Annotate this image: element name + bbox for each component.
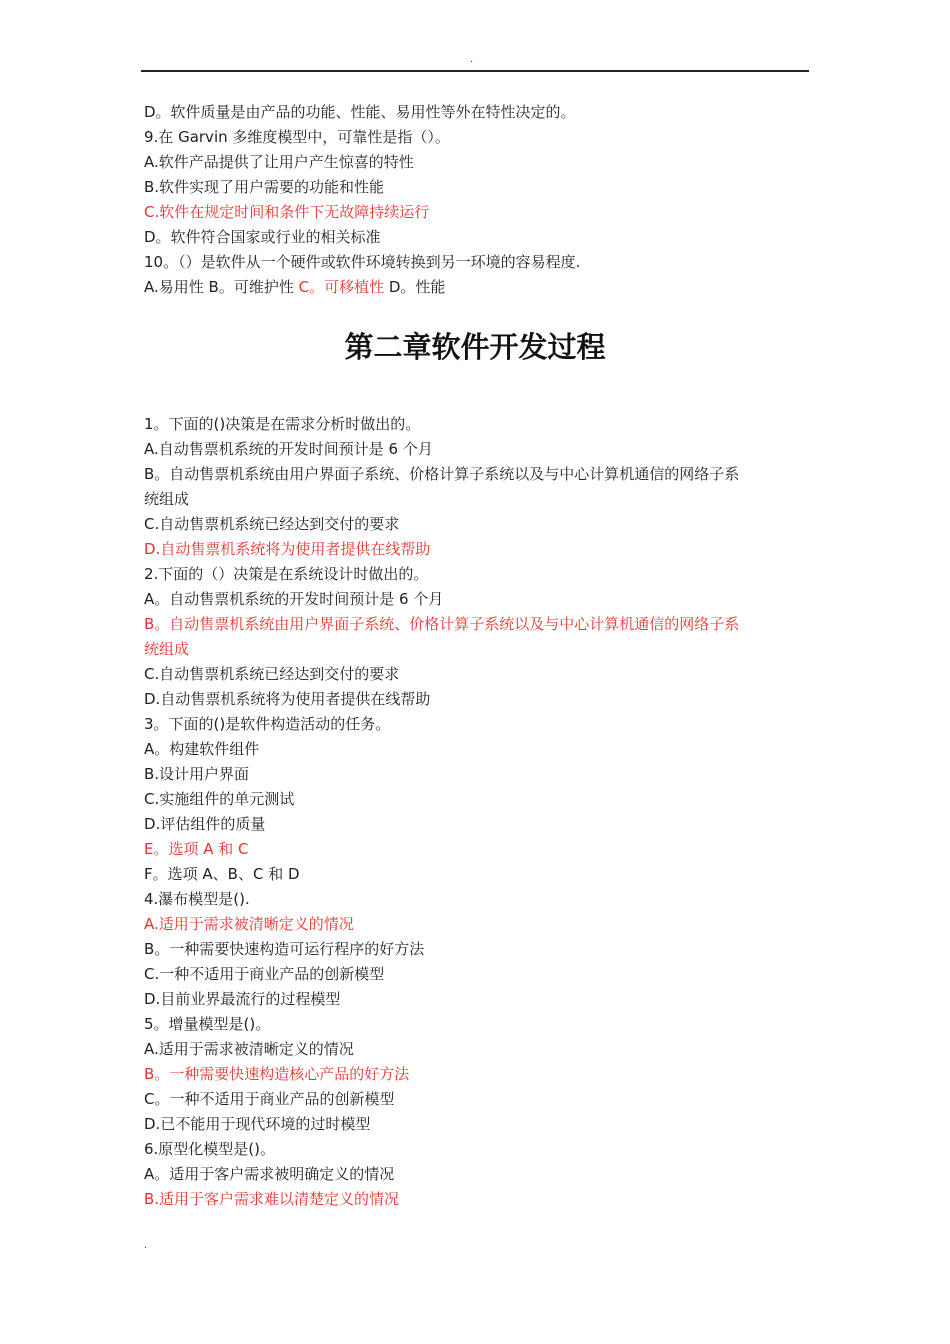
option-line: B.软件实现了用户需要的功能和性能: [144, 178, 385, 196]
text-line: 6.原型化模型是()。: [144, 1140, 276, 1158]
answer-line: 统组成: [144, 640, 190, 658]
text-line: 2.下面的（）决策是在系统设计时做出的。: [144, 565, 429, 583]
text-line: C.实施组件的单元测试: [144, 790, 295, 808]
text-line: D.自动售票机系统将为使用者提供在线帮助: [144, 690, 431, 708]
text-line: A。构建软件组件: [144, 740, 260, 758]
text-line: 1。下面的()决策是在需求分析时做出的。: [144, 415, 421, 433]
header-mark: .: [470, 54, 474, 65]
chapter-title: 第二章软件开发过程: [344, 330, 606, 364]
footer-mark: .: [144, 1240, 148, 1251]
option-line: A.软件产品提供了让用户产生惊喜的特性: [144, 153, 414, 171]
answer-line: D.自动售票机系统将为使用者提供在线帮助: [144, 540, 431, 558]
header-rule: [141, 70, 809, 72]
question-line: 9.在 Garvin 多维度模型中，可靠性是指（）。: [144, 128, 450, 146]
answer-line: B。一种需要快速构造核心产品的好方法: [144, 1065, 410, 1083]
question-block-chapter1: [144, 100, 812, 300]
text-line: C.自动售票机系统已经达到交付的要求: [144, 515, 400, 533]
text-line: C.一种不适用于商业产品的创新模型: [144, 965, 385, 983]
text-line: D.已不能用于现代环境的过时模型: [144, 1115, 371, 1133]
option-text: A.易用性 B。可维护性: [144, 278, 299, 296]
question-line: 10。（）是软件从一个硬件或软件环境转换到另一环境的容易程度.: [144, 253, 581, 271]
text-line: D.目前业界最流行的过程模型: [144, 990, 341, 1008]
text-line: B.设计用户界面: [144, 765, 250, 783]
answer-line: C.软件在规定时间和条件下无故障持续运行: [144, 203, 430, 221]
text-line: D。软件质量是由产品的功能、性能、易用性等外在特性决定的。: [144, 103, 576, 121]
text-line: C。一种不适用于商业产品的创新模型: [144, 1090, 395, 1108]
text-line: C.自动售票机系统已经达到交付的要求: [144, 665, 400, 683]
text-line: 4.瀑布模型是().: [144, 890, 250, 908]
question-block-chapter2: [144, 412, 812, 1212]
text-line: A。自动售票机系统的开发时间预计是 6 个月: [144, 590, 444, 608]
text-line: 统组成: [144, 490, 190, 508]
text-line: A.适用于需求被清晰定义的情况: [144, 1040, 354, 1058]
answer-line: B.适用于客户需求难以清楚定义的情况: [144, 1190, 400, 1208]
answer-line: E。选项 A 和 C: [144, 840, 249, 858]
answer-line: B。自动售票机系统由用户界面子系统、价格计算子系统以及与中心计算机通信的网络子系: [144, 615, 740, 633]
text-line: F。选项 A、B、C 和 D: [144, 865, 300, 883]
text-line: 5。增量模型是()。: [144, 1015, 271, 1033]
option-text: D。性能: [384, 278, 446, 296]
text-line: A。适用于客户需求被明确定义的情况: [144, 1165, 395, 1183]
text-line: B。自动售票机系统由用户界面子系统、价格计算子系统以及与中心计算机通信的网络子系: [144, 465, 740, 483]
text-line: D.评估组件的质量: [144, 815, 266, 833]
text-line: B。一种需要快速构造可运行程序的好方法: [144, 940, 425, 958]
answer-text: C。可移植性: [298, 278, 385, 296]
option-line: D。软件符合国家或行业的相关标准: [144, 228, 381, 246]
text-line: 3。下面的()是软件构造活动的任务。: [144, 715, 391, 733]
text-line: A.自动售票机系统的开发时间预计是 6 个月: [144, 440, 433, 458]
answer-line: A.适用于需求被清晰定义的情况: [144, 915, 354, 933]
option-line-inline: [144, 275, 812, 300]
